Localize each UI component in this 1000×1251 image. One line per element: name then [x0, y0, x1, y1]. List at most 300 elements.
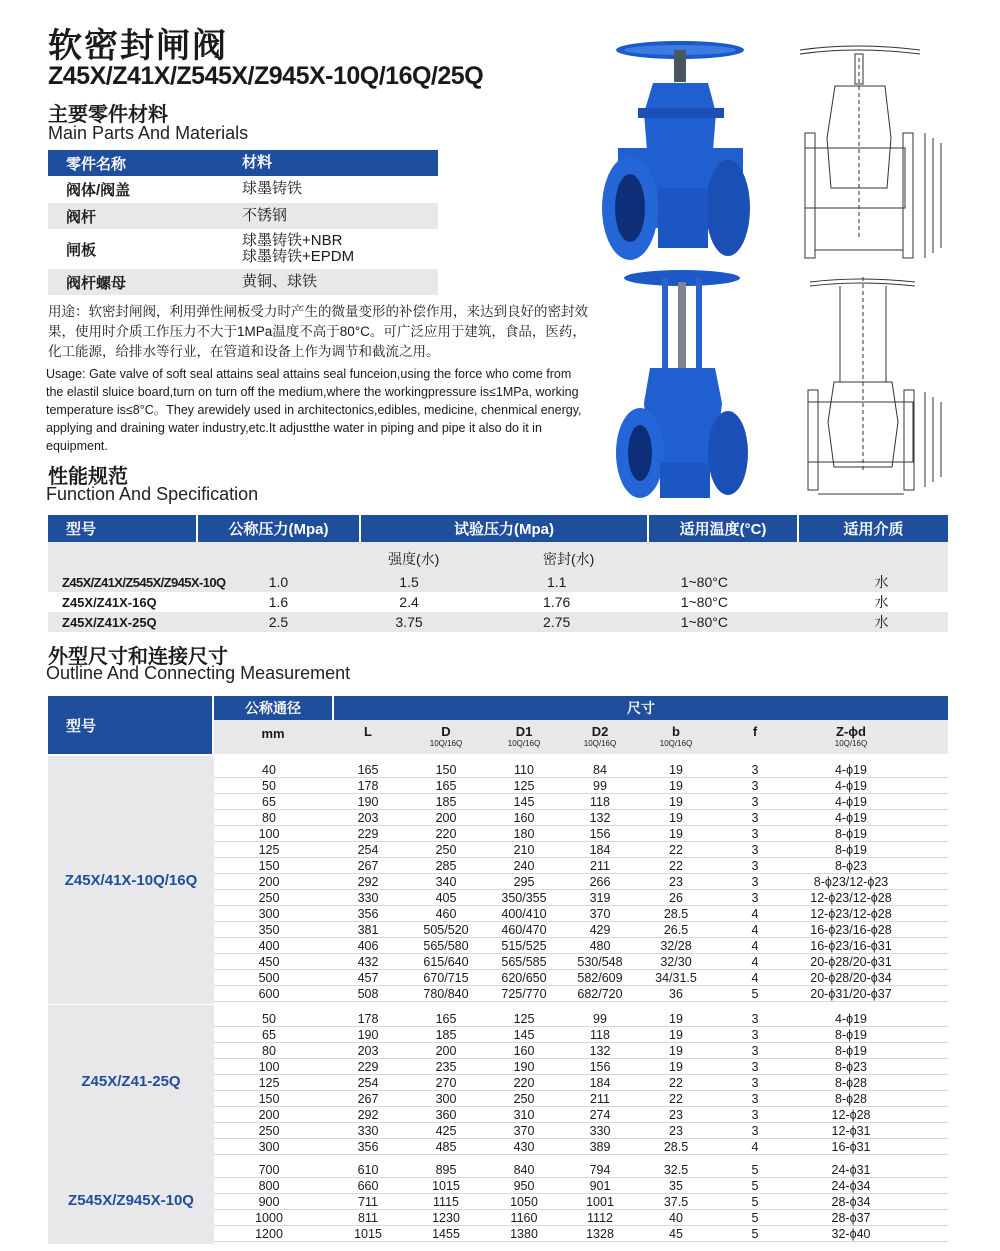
dim-cell: 125	[258, 1076, 280, 1090]
dim-col-sub: 10Q/16Q	[583, 739, 617, 748]
dim-cell: 22	[669, 1076, 683, 1090]
dim-cell: 211	[590, 859, 610, 873]
dim-header-dn: 公称通径	[214, 696, 332, 720]
table-row	[214, 1226, 948, 1242]
dim-cell: 267	[357, 859, 379, 873]
dim-cell: 1000	[255, 1211, 283, 1225]
dim-cell: 780/840	[423, 987, 469, 1001]
table-row	[214, 1139, 948, 1155]
dim-cell: 460/470	[501, 923, 547, 937]
dim-cell: 19	[669, 1028, 683, 1042]
dim-cell: 711	[358, 1195, 378, 1209]
dim-cell: 45	[669, 1227, 683, 1241]
dim-section-title-cn: 外型尺寸和连接尺寸	[48, 644, 228, 668]
dim-section-title-en: Outline And Connecting Measurement	[46, 663, 351, 683]
dim-cell: 28.5	[663, 907, 689, 921]
dim-cell: 132	[589, 811, 611, 825]
dim-cell: 190	[357, 795, 379, 809]
dim-cell: 356	[357, 1140, 379, 1154]
dim-cell: 3	[751, 859, 759, 873]
dim-cell: 450	[258, 955, 280, 969]
dim-cell: 156	[589, 1060, 611, 1074]
dim-col-name: Z-ϕd	[836, 724, 866, 739]
dim-cell: 23	[669, 875, 683, 889]
spec-header-pn: 公称压力(Mpa)	[198, 515, 361, 542]
spec-temp: 1~80°C	[680, 594, 728, 610]
page-title: 软密封闸阀	[48, 26, 228, 66]
spec-pn: 1.6	[268, 594, 289, 610]
dim-cell: 20-ϕ28/20-ϕ34	[810, 971, 892, 985]
dim-cell: 8-ϕ19	[834, 843, 868, 857]
dim-cell: 3	[751, 1060, 759, 1074]
spec-temp: 1~80°C	[680, 574, 728, 590]
dim-cell: 895	[435, 1163, 457, 1177]
dim-cell: 125	[258, 843, 280, 857]
dim-cell: 80	[262, 1044, 276, 1058]
dim-cell: 1455	[432, 1227, 460, 1241]
dim-cell: 432	[357, 955, 379, 969]
table-row	[214, 858, 948, 874]
dim-cell: 5	[751, 1227, 759, 1241]
dim-cell: 19	[669, 763, 683, 777]
dim-cell: 37.5	[663, 1195, 689, 1209]
dim-cell: 1115	[433, 1195, 459, 1209]
table-row	[214, 1194, 948, 1210]
table-row	[214, 970, 948, 986]
dim-cell: 8-ϕ19	[834, 827, 868, 841]
dim-cell: 178	[357, 1012, 379, 1026]
spec-model: Z45X/Z41X/Z545X/Z945X-10Q	[62, 574, 226, 590]
dim-cell: 1328	[586, 1227, 614, 1241]
spec-pn: 2.5	[268, 614, 289, 630]
dim-cell: 500	[258, 971, 280, 985]
dim-cell: 40	[262, 763, 276, 777]
part-name: 阀体/阀盖	[66, 181, 131, 199]
dim-cell: 794	[589, 1163, 611, 1177]
dim-group-label: Z45X/Z41-25Q	[48, 1005, 214, 1157]
dim-cell: 270	[435, 1076, 457, 1090]
part-name: 闸板	[66, 241, 97, 259]
table-row	[214, 762, 948, 778]
dim-cell: 4-ϕ19	[834, 811, 868, 825]
spec-header-temp: 适用温度(°C)	[649, 515, 799, 542]
dim-col-name: D2	[591, 724, 609, 739]
table-row	[214, 906, 948, 922]
dim-cell: 235	[435, 1060, 457, 1074]
dim-col-sub: 10Q/16Q	[834, 739, 868, 748]
dim-cell: 700	[258, 1163, 280, 1177]
dim-cell: 350	[258, 923, 280, 937]
dim-cell: 125	[513, 1012, 535, 1026]
dim-cell: 229	[357, 827, 379, 841]
dim-cell: 23	[669, 1124, 683, 1138]
dim-cell: 28-ϕ34	[831, 1195, 871, 1209]
dim-cell: 210	[513, 843, 535, 857]
table-row	[214, 1091, 948, 1107]
dim-cell: 184	[589, 1076, 611, 1090]
dim-cell: 610	[357, 1163, 379, 1177]
table-row	[214, 1059, 948, 1075]
dim-cell: 300	[258, 907, 280, 921]
table-row	[48, 572, 948, 592]
dim-cell: 8-ϕ23	[834, 859, 868, 873]
dim-col-mm: mm	[261, 726, 285, 741]
dim-cell: 200	[258, 875, 280, 889]
dim-cell: 400	[258, 939, 280, 953]
table-row	[214, 986, 948, 1002]
dim-cell: 250	[513, 1092, 535, 1106]
part-material-line: 球墨铸铁+EPDM	[242, 248, 355, 265]
dim-cell: 190	[357, 1028, 379, 1042]
dim-cell: 65	[262, 1028, 276, 1042]
dim-cell: 26	[669, 891, 683, 905]
table-row	[214, 1107, 948, 1123]
dim-cell: 203	[357, 811, 379, 825]
dim-cell: 211	[590, 1092, 610, 1106]
dim-cell: 515/525	[501, 939, 547, 953]
dim-group	[48, 1156, 948, 1244]
dim-cell: 400/410	[501, 907, 547, 921]
dim-cell: 582/609	[577, 971, 623, 985]
dim-cell: 615/640	[423, 955, 469, 969]
parts-section-title-cn: 主要零件材料	[48, 102, 168, 126]
spec-subheader	[48, 542, 948, 572]
dim-cell: 660	[357, 1179, 379, 1193]
dim-cell: 356	[357, 907, 379, 921]
parts-header-part: 零件名称	[66, 155, 127, 173]
dim-cell: 3	[751, 843, 759, 857]
dim-cell: 8-ϕ19	[834, 1044, 868, 1058]
dim-group-label: Z45X/41X-10Q/16Q	[48, 756, 214, 1004]
dim-cell: 3	[751, 827, 759, 841]
dim-cell: 429	[589, 923, 611, 937]
dim-cell: 100	[258, 1060, 280, 1074]
dim-subheader	[214, 720, 948, 754]
spec-header-medium: 适用介质	[843, 521, 904, 538]
dim-cell: 185	[435, 1028, 457, 1042]
dim-cell: 3	[751, 811, 759, 825]
dim-col-name: b	[672, 724, 680, 739]
dim-cell: 457	[357, 971, 379, 985]
dim-group-label: Z545X/Z945X-10Q	[48, 1156, 214, 1244]
dim-cell: 3	[751, 1124, 759, 1138]
dim-cell: 165	[435, 779, 457, 793]
dim-cell: 32/30	[660, 955, 692, 969]
table-row	[214, 922, 948, 938]
dim-cell: 950	[513, 1179, 535, 1193]
dim-cell: 505/520	[423, 923, 469, 937]
table-row	[214, 1123, 948, 1139]
parts-section-title-en: Main Parts And Materials	[48, 123, 249, 143]
dim-cell: 156	[589, 827, 611, 841]
parts-table-header	[48, 150, 438, 176]
table-row	[48, 203, 438, 230]
table-row	[214, 954, 948, 970]
dim-cell: 200	[435, 1044, 457, 1058]
dim-cell: 165	[435, 1012, 457, 1026]
dim-cell: 254	[357, 1076, 379, 1090]
dim-cell: 330	[589, 1124, 611, 1138]
dim-cell: 1112	[587, 1211, 613, 1225]
dim-cell: 80	[262, 811, 276, 825]
table-row	[48, 592, 948, 612]
spec-sub-seal: 密封(水)	[543, 551, 595, 567]
spec-table-header	[48, 515, 948, 542]
dim-cell: 12-ϕ23/12-ϕ28	[810, 891, 892, 905]
table-row	[214, 826, 948, 842]
dim-cell: 5	[751, 1179, 759, 1193]
dim-cell: 3	[751, 1092, 759, 1106]
table-row	[214, 810, 948, 826]
dim-cell: 319	[589, 891, 611, 905]
dim-cell: 180	[513, 827, 535, 841]
dim-cell: 330	[357, 891, 379, 905]
dim-col-header	[401, 724, 491, 748]
spec-seal: 1.1	[546, 574, 567, 590]
dim-cell: 12-ϕ23/12-ϕ28	[810, 907, 892, 921]
dim-cell: 430	[513, 1140, 535, 1154]
dim-cell: 165	[357, 763, 379, 777]
dim-cell: 682/720	[577, 987, 623, 1001]
dim-cell: 285	[435, 859, 457, 873]
dim-cell: 5	[751, 1211, 759, 1225]
table-row	[48, 612, 948, 632]
table-row	[214, 1043, 948, 1059]
dim-cell: 1001	[586, 1195, 614, 1209]
dim-cell: 1050	[510, 1195, 538, 1209]
dim-cell: 19	[669, 811, 683, 825]
dim-cell: 19	[669, 795, 683, 809]
dim-cell: 220	[435, 827, 457, 841]
table-row	[214, 1178, 948, 1194]
dim-cell: 3	[751, 1028, 759, 1042]
dim-cell: 50	[262, 1012, 276, 1026]
dim-cell: 19	[669, 1012, 683, 1026]
dim-cell: 381	[357, 923, 379, 937]
dim-cell: 190	[513, 1060, 535, 1074]
spec-medium: 水	[874, 614, 889, 630]
dim-col-name: D	[441, 724, 451, 739]
dim-cell: 8-ϕ28	[834, 1092, 868, 1106]
dim-cell: 292	[357, 1108, 379, 1122]
spec-model: Z45X/Z41X-16Q	[62, 594, 157, 610]
dim-group	[48, 1005, 948, 1157]
part-material: 球墨铸铁	[242, 180, 303, 197]
dim-cell: 292	[357, 875, 379, 889]
spec-header-model: 型号	[48, 515, 198, 542]
dim-cell: 1200	[255, 1227, 283, 1241]
dim-cell: 240	[513, 859, 535, 873]
dim-cell: 4-ϕ19	[834, 1012, 868, 1026]
dim-cell: 16-ϕ23/16-ϕ31	[810, 939, 892, 953]
dim-cell: 19	[669, 779, 683, 793]
dim-cell: 3	[751, 779, 759, 793]
spec-model: Z45X/Z41X-25Q	[62, 614, 157, 630]
dim-cell: 1015	[432, 1179, 460, 1193]
dim-cell: 118	[590, 1028, 610, 1042]
table-row	[48, 230, 438, 269]
dim-cell: 3	[751, 1044, 759, 1058]
parts-table	[48, 150, 438, 296]
dim-cell: 40	[669, 1211, 683, 1225]
dim-cell: 145	[513, 1028, 535, 1042]
dim-cell: 300	[258, 1140, 280, 1154]
part-material: 黄铜、球铁	[242, 273, 318, 290]
table-row	[214, 1162, 948, 1178]
dim-cell: 8-ϕ19	[834, 1028, 868, 1042]
dim-cell: 3	[751, 795, 759, 809]
dim-cell: 600	[258, 987, 280, 1001]
dim-cell: 3	[751, 763, 759, 777]
dim-cell: 22	[669, 1092, 683, 1106]
dim-cell: 23	[669, 1108, 683, 1122]
dim-cell: 840	[513, 1163, 535, 1177]
dim-cell: 28-ϕ37	[831, 1211, 871, 1225]
dim-cell: 20-ϕ28/20-ϕ31	[810, 955, 892, 969]
dim-cell: 4-ϕ19	[834, 779, 868, 793]
dim-cell: 16-ϕ31	[831, 1140, 871, 1154]
dim-cell: 16-ϕ23/16-ϕ28	[810, 923, 892, 937]
dim-cell: 508	[357, 987, 379, 1001]
dim-cell: 725/770	[501, 987, 547, 1001]
dim-cell: 295	[513, 875, 535, 889]
dim-cell: 35	[669, 1179, 683, 1193]
dim-cell: 220	[513, 1076, 535, 1090]
dim-cell: 267	[357, 1092, 379, 1106]
spec-sub-strength: 强度(水)	[388, 551, 440, 567]
dim-cell: 118	[590, 795, 610, 809]
dim-col-sub: 10Q/16Q	[659, 739, 693, 748]
dim-cell: 250	[435, 843, 457, 857]
dim-cell: 150	[258, 859, 280, 873]
table-row	[214, 1210, 948, 1226]
dim-cell: 330	[357, 1124, 379, 1138]
parts-header-material: 材料	[242, 154, 273, 171]
dim-cell: 1160	[510, 1211, 538, 1225]
spec-seal: 2.75	[543, 614, 571, 630]
dim-cell: 12-ϕ28	[831, 1108, 871, 1122]
dim-cell: 425	[435, 1124, 457, 1138]
dim-cell: 160	[513, 811, 535, 825]
dim-col-name: L	[364, 724, 372, 739]
dim-cell: 254	[357, 843, 379, 857]
dim-cell: 5	[751, 987, 759, 1001]
spec-header-test: 试验压力(Mpa)	[361, 515, 649, 542]
dim-cell: 5	[751, 1195, 759, 1209]
dim-cell: 28.5	[663, 1140, 689, 1154]
dim-cell: 1015	[354, 1227, 382, 1241]
dim-cell: 670/715	[423, 971, 469, 985]
spec-medium: 水	[874, 574, 889, 590]
dim-cell: 185	[435, 795, 457, 809]
dim-header-size: 尺寸	[334, 696, 948, 720]
part-material: 不锈钢	[242, 207, 288, 224]
dim-cell: 24-ϕ34	[831, 1179, 871, 1193]
dim-cell: 565/585	[501, 955, 547, 969]
dim-cell: 620/650	[501, 971, 547, 985]
dim-cell: 200	[435, 811, 457, 825]
dim-cell: 229	[357, 1060, 379, 1074]
dim-cell: 12-ϕ31	[831, 1124, 871, 1138]
table-row	[48, 176, 438, 203]
dim-cell: 24-ϕ31	[831, 1163, 871, 1177]
dim-cell: 150	[258, 1092, 280, 1106]
dim-cell: 4	[751, 1140, 759, 1154]
dim-cell: 370	[589, 907, 611, 921]
dim-col-header	[806, 724, 896, 748]
dim-cell: 5	[751, 1163, 759, 1177]
dim-cell: 406	[357, 939, 379, 953]
dim-cell: 203	[357, 1044, 379, 1058]
dim-cell: 340	[435, 875, 457, 889]
table-row	[214, 874, 948, 890]
part-material-line: 球墨铸铁+NBR	[242, 232, 343, 249]
dim-cell: 26.5	[663, 923, 689, 937]
dim-col-sub: 10Q/16Q	[429, 739, 463, 748]
dim-cell: 34/31.5	[655, 971, 697, 985]
dim-cell: 250	[258, 891, 280, 905]
dim-cell: 405	[435, 891, 457, 905]
dim-cell: 19	[669, 1044, 683, 1058]
table-row	[214, 938, 948, 954]
dim-cell: 310	[513, 1108, 535, 1122]
table-row	[48, 269, 438, 296]
dim-col-header	[631, 724, 721, 748]
model-list-title: Z45X/Z41X/Z545X/Z945X-10Q/16Q/25Q	[48, 62, 484, 90]
dim-cell: 3	[751, 1108, 759, 1122]
dim-cell: 1380	[510, 1227, 538, 1241]
part-material	[238, 233, 438, 265]
dim-cell: 84	[593, 763, 607, 777]
dim-cell: 8-ϕ23/12-ϕ23	[813, 875, 889, 889]
dim-cell: 100	[258, 827, 280, 841]
dim-cell: 530/548	[577, 955, 623, 969]
dim-cell: 19	[669, 1060, 683, 1074]
dim-cell: 460	[435, 907, 457, 921]
dim-cell: 360	[435, 1108, 457, 1122]
spec-strength: 1.5	[399, 574, 419, 590]
usage-text-cn: 用途：软密封闸阀，利用弹性闸板受力时产生的微量变形的补偿作用，来达到良好的密封效果，使用时介质工作压力不大于1MPa温度不高于80°C。可广泛应用于建筑，食品，医药，化工能源，给排水等行业，在管道和设备上作为调节和截流之用。	[48, 304, 588, 359]
table-row	[214, 842, 948, 858]
dim-cell: 32/28	[660, 939, 692, 953]
table-row	[214, 890, 948, 906]
part-name: 阀杆	[66, 208, 97, 226]
dim-cell: 250	[258, 1124, 280, 1138]
dim-col-sub: 10Q/16Q	[507, 739, 541, 748]
dim-cell: 178	[357, 779, 379, 793]
dim-cell: 110	[514, 763, 534, 777]
dim-cell: 132	[589, 1044, 611, 1058]
dim-group	[48, 756, 948, 1004]
dim-cell: 22	[669, 843, 683, 857]
dim-col-name: D1	[515, 724, 533, 739]
dim-cell: 22	[669, 859, 683, 873]
dim-cell: 901	[589, 1179, 611, 1193]
dim-cell: 145	[513, 795, 535, 809]
dim-cell: 1230	[432, 1211, 460, 1225]
table-row	[214, 1075, 948, 1091]
dim-cell: 125	[513, 779, 535, 793]
dim-cell: 800	[258, 1179, 280, 1193]
dim-cell: 900	[258, 1195, 280, 1209]
dim-cell: 8-ϕ28	[834, 1076, 868, 1090]
dim-cell: 20-ϕ31/20-ϕ37	[810, 987, 892, 1001]
dim-cell: 36	[669, 987, 683, 1001]
dim-cell: 50	[262, 779, 276, 793]
dim-col-name: f	[752, 724, 758, 739]
dim-cell: 4	[751, 971, 759, 985]
dim-cell: 370	[513, 1124, 535, 1138]
